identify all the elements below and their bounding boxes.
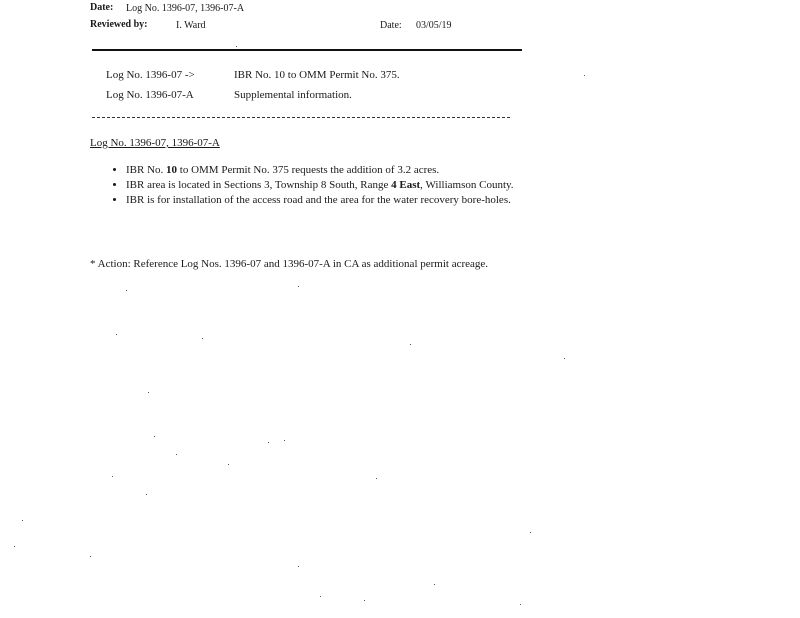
action-line: * Action: Reference Log Nos. 1396-07 and 1396-07-A in CA as additional permit acreage. — [90, 258, 489, 270]
log-entry-2-desc: Supplemental information. — [234, 89, 352, 101]
bullet-1-pre: IBR No. — [126, 164, 167, 176]
date2-label: Date: — [380, 20, 402, 31]
reviewed-by-value: I. Ward — [176, 20, 206, 31]
bullet-2-pre: IBR area is located in Sections 3, Township 8 South, Range — [126, 179, 392, 191]
date2-value: 03/05/19 — [416, 20, 452, 31]
bullet-3-text: IBR is for installation of the access road and the area for the water recovery bore-holes. — [126, 194, 511, 206]
bullet-list — [108, 164, 546, 209]
bullet-item — [126, 179, 546, 192]
log-entry-2-id: Log No. 1396-07-A — [106, 89, 194, 101]
bullet-1-bold: 10 — [166, 164, 178, 176]
log-entry-1-desc: IBR No. 10 to OMM Permit No. 375. — [234, 69, 400, 81]
date-value: Log No. 1396-07, 1396-07-A — [126, 3, 245, 14]
section-heading: Log No. 1396-07, 1396-07-A — [90, 137, 220, 149]
dashed-divider — [92, 117, 510, 118]
bullet-1-post: to OMM Permit No. 375 requests the addition of 3.2 acres. — [177, 164, 440, 176]
bullet-item — [126, 194, 546, 207]
reviewed-by-label: Reviewed by: — [90, 19, 148, 30]
header-rule — [92, 49, 522, 51]
bullet-item — [126, 164, 546, 177]
bullet-2-bold: 4 East — [391, 179, 421, 191]
date-label: Date: — [90, 2, 114, 13]
bullet-2-post: , Williamson County. — [420, 179, 514, 191]
log-entry-1-id: Log No. 1396-07 -> — [106, 69, 195, 81]
